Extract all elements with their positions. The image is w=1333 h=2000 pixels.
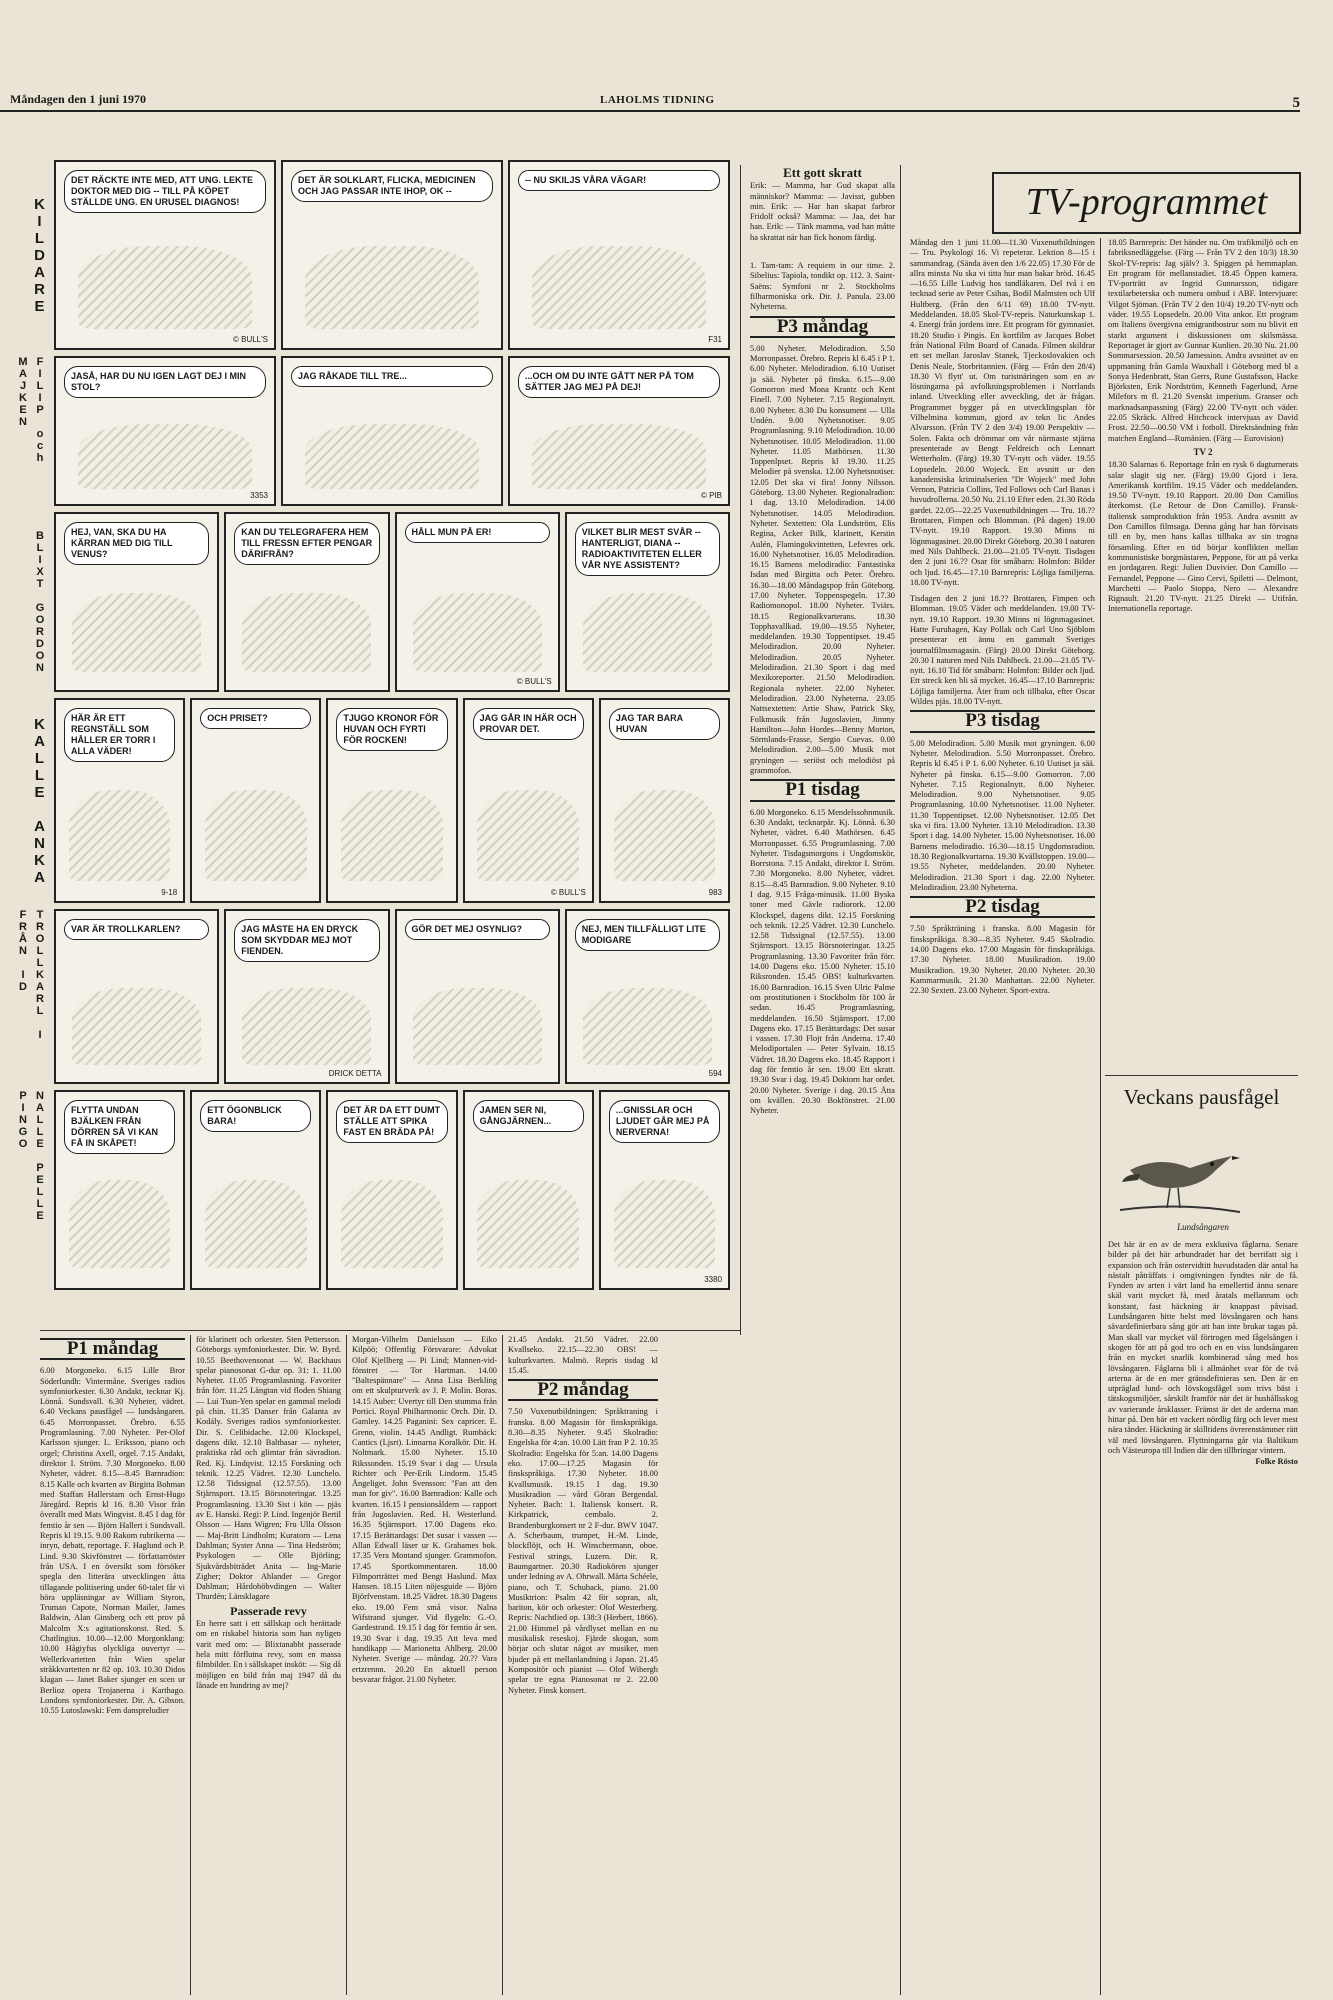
comic-art: [583, 593, 712, 672]
speech-bubble: VILKET BLIR MEST SVÅR -- HANTERLIGT, DIANA -- RADIOAKTIVITETEN ELLER VÅR NYE ASSISTENT?: [575, 522, 720, 576]
comic-panel: [326, 698, 457, 903]
comic-strip: [10, 698, 730, 903]
column-rule: [346, 1335, 347, 1995]
comic-panel: [54, 160, 276, 350]
p1-mandag-heading: P1 måndag: [40, 1338, 185, 1360]
comic-panel: [224, 512, 389, 692]
comic-art: [78, 246, 252, 330]
pausfagel-article: [1108, 1240, 1298, 1960]
speech-bubble: HÄR ÄR ETT REGNSTÄLL SOM HÅLLER ER TORR I ALLA VÄDER!: [64, 708, 175, 762]
joke-title: Ett gott skratt: [783, 165, 862, 180]
comic-art: [205, 1180, 307, 1268]
comic-panel: [54, 512, 219, 692]
speech-bubble: -- NU SKILJS VÅRA VÄGAR!: [518, 170, 720, 191]
issue-date: Måndagen den 1 juni 1970: [10, 92, 147, 106]
speech-bubble: NEJ, MEN TILLFÄLLIGT LITE MODIGARE: [575, 919, 720, 951]
comic-strip-title: KILDARE: [31, 195, 48, 315]
pausfagel-heading: Veckans pausfågel: [1123, 1085, 1280, 1109]
speech-bubble: KAN DU TELEGRAFERA HEM TILL FRESSN EFTER PENGAR DÄRIFRÅN?: [234, 522, 379, 565]
comic-panel: [224, 909, 389, 1084]
comic-panel: [395, 512, 560, 692]
p2-tisdag-text: 7.50 Språkträning i franska. 8.00 Magasin för finskspråkiga. 8.30—8.35 Nyheter. 9.45 Skolradio. 14.00 Dagens eko. 17.00 Magasin för finskspråkiga. 17.30 Nyheter. 18.00 Musikradion. 19.00 Musikradion. 19.30 Nyheter. 20.00 Nyheter. 20.30 Kammarmusik. 21.30 Manhattan. 22.00 Nyheter. 22.30 Sextett. 23.00 Nyheter. Sport-extra.: [910, 924, 1095, 996]
comic-art: [72, 593, 201, 672]
page-number: 5: [1292, 95, 1300, 111]
bird-illustration: [1120, 1130, 1240, 1220]
speech-bubble: JAG RÅKADE TILL TRE...: [291, 366, 493, 387]
comic-art: [413, 593, 542, 672]
speech-bubble: VAR ÄR TROLLKARLEN?: [64, 919, 209, 940]
p1-mandag-column-2: [196, 1335, 341, 1995]
comic-art: [305, 424, 479, 490]
comic-panel: [54, 356, 276, 506]
comic-panel: [54, 1090, 185, 1290]
comic-art: [72, 988, 201, 1065]
comic-panel: [54, 909, 219, 1084]
tv-programmet-heading: TV-programmet: [992, 172, 1301, 234]
speech-bubble: TJUGO KRONOR FÖR HUVAN OCH FYRTI FÖR ROCKEN!: [336, 708, 447, 751]
speech-bubble: DET RÄCKTE INTE MED, ATT UNG. LEKTE DOKTOR MED DIG -- TILL PÅ KÖPET STÄLLDE UNG. EN URUSEL DIAGNOS!: [64, 170, 266, 213]
comic-panel: [463, 1090, 594, 1290]
comics-section: [10, 160, 730, 1322]
comic-art: [341, 790, 443, 880]
panel-signature: DRICK DETTA: [328, 1069, 382, 1078]
p3-mandag-heading: P3 måndag: [750, 316, 895, 338]
comic-strip: [10, 909, 730, 1084]
signature: Folke Rösto: [1255, 1457, 1298, 1467]
p1-mandag-end: 21.45 Andakt. 21.50 Vädret. 22.00 Kvallseko. 22.15—22.30 OBS! — kulturkvarten. Malmö. Repris tisdag kl 15.45.: [508, 1335, 658, 1375]
comic-panel: [326, 1090, 457, 1290]
tv-monday-text-2: 18.05 Barnrepris: Det händer nu. Om trafikmiljö och en fabriksnedläggelse. (Färg — Från TV 2 den 10/3) 18.30 Skol-TV-repris: Jag själv? 3. Spiggen på hemmaplan. Ett program för mellanstadiet. 18.45 Öppen kamera. TV-porträtt av Ingrid Gunnarsson, tidigare textilarbeterska och numera ombud i ABF. Intervjuare: Vilgot Sjöman. (Från TV 2 den 10/4) 19.20 TV-nytt och väder. 19.55 Lopsedeln. 20.00 Vita ankor. Ett program om Italiens övergivna emigrantbostrur som nu blivit ett starkt argument i diskussionen om skilsmässa. Reportaget är gjort av Gunnar Kunlien. 20.30 Nu. 21.00 Sommarsession. 20.50 Jamession. Andra avsnittet av en uppmaning från Gamla Wauxhall i Göteborg med bl a Sonya Hedenbratt, Stan Gerrs, Rune Gustafsson, Hacke Björksten, Erik Nordström, Kenneth Fagerlund, Arne Milefors m fl. 21.20 Svenskt imperium. Granser och marknadsanpassning (Färg) 22.00 TV-nytt och väder. 22.05 Skräck. Alfred Hitchcock intervjuas av David Frost. 22.50—00.50 VM i fotboll. Direktsändning från matchen England—Rumänien. (Färg — Eurovision): [1108, 238, 1298, 443]
p2-continuation: 1. Tam-tam: A requiem in our time. 2. Sibelius: Tapiola, tondikt op. 112. 3. Saint-Saëns: Symfoni nr 2. Stockholms filharmoniska ork. Dir. J. Panula. 23.00 Nyheterna.: [750, 261, 895, 312]
comic-art: [477, 1180, 579, 1268]
tv-column-2: [1108, 238, 1298, 1068]
p1-tisdag-heading: P1 tisdag: [750, 779, 895, 801]
panel-signature: F31: [708, 335, 722, 344]
newspaper-name: LAHOLMS TIDNING: [600, 94, 715, 106]
comic-strip: [10, 356, 730, 506]
comic-strip: [10, 1090, 730, 1290]
comic-panel: [508, 356, 730, 506]
comic-panel: [190, 698, 321, 903]
panel-signature: 3380: [704, 1275, 723, 1284]
comic-panel: [599, 698, 730, 903]
comic-panel: [508, 160, 730, 350]
tv-column-1: [910, 238, 1095, 1995]
passerade-revy-heading: Passerade revy: [230, 1603, 307, 1618]
comic-strip: [10, 160, 730, 350]
comic-art: [69, 1180, 171, 1268]
comic-panel: [565, 512, 730, 692]
masthead: [0, 92, 1300, 112]
comic-panel: [54, 698, 185, 903]
comic-art: [341, 1180, 443, 1268]
comic-strip-title: NALLE PELLE PINGO: [17, 1090, 46, 1222]
divider: [1105, 1075, 1298, 1076]
speech-bubble: HÅLL MUN PÅ ER!: [405, 522, 550, 543]
speech-bubble: JASÅ, HAR DU NU IGEN LAGT DEJ I MIN STOL?: [64, 366, 266, 398]
speech-bubble: DET ÄR SOLKLART, FLICKA, MEDICINEN OCH JAG PASSAR INTE IHOP, OK --: [291, 170, 493, 202]
p2-mandag-heading: P2 måndag: [508, 1379, 658, 1401]
column-rule: [900, 165, 901, 1995]
tv2-text: 18.30 Salarnas 6. Reportage från en rysk 6 dagturnerats salar slagit sig ner. (Färg) 19.00 Gjord i Iera. Amerikansk kortfilm. 19.15 Väder och meddelanden. 19.50 TV-nytt. 19.10 Rapport. 20.00 Don Camillos återkomst. (Le Retour de Don Camillo). Fransk-italiensk samproduktion från 1953. Andra avsnitt av Don Camillos filmsaga. Denna gång har han förvisats till en by, men hans kallas tillbaka av sin trogna församling. Efter en tid börjar konflikten mellan kommunistiske borgmästaren, Peppone, för att på verka en jordagaren. Regi: Julien Duvivier. Don Camillo — Fernandel, Peppone — Gino Cervi, Spiletti — Delmont, Marchetti — Paolo Stoppa, Nero — Alexandre Rignault. 21.20 TV-nytt. 21.25 Direkt — Utifrån. Internationella reportage.: [1108, 460, 1298, 614]
column-rule: [190, 1335, 191, 1995]
tv2-heading: TV 2: [1193, 446, 1213, 457]
p2-mandag-column: [508, 1335, 658, 1995]
comic-strip-title: BLIXT GORDON: [34, 530, 46, 674]
comic-panel: [281, 356, 503, 506]
speech-bubble: HEJ, VAN, SKA DU HA KÄRRAN MED DIG TILL VENUS?: [64, 522, 209, 565]
speech-bubble: ...GNISSLAR OCH LJUDET GÅR MEJ PÅ NERVERNA!: [609, 1100, 720, 1143]
speech-bubble: DET ÄR DA ETT DUMT STÄLLE ATT SPIKA FAST EN BRÄDA PÅ!: [336, 1100, 447, 1143]
comic-panel: [463, 698, 594, 903]
panel-signature: © BULL'S: [233, 335, 268, 344]
speech-bubble: OCH PRISET?: [200, 708, 311, 729]
comic-panel: [395, 909, 560, 1084]
comic-art: [69, 790, 171, 880]
column-rule: [1100, 238, 1101, 1995]
comic-strip-title: TROLLKARL I FRÅN ID: [17, 909, 46, 1041]
comic-art: [614, 790, 716, 880]
speech-bubble: JAMEN SER NI, GÅNGJÄRNEN...: [473, 1100, 584, 1132]
comic-art: [583, 988, 712, 1065]
comic-panel: [190, 1090, 321, 1290]
comic-art: [242, 988, 371, 1065]
comic-art: [413, 988, 542, 1065]
panel-signature: © BULL'S: [516, 677, 552, 686]
p1-mandag-text-2: för klarinett och orkester. Sten Pettersson. Göteborgs symfoniorkester. Dir. W. Byrd. 10.55 Beethovensonat — W. Backhaus spelar pianosonat G-dur op. 31: 1. 11.00 Nyheter. 11.05 Programlasning. Favoriter från förr. 11.25 Längtan vid floden Shiang — Lui Tsun-Yen spelar en gammal melodi på chin. 11.35 Danser från Galanta av Kodály. Sveriges radios symfoniorkester. Dir. S. Celibidache. 12.00 Klockspel, dagens dikt. 12.10 Balthasar — nyheter, praktiska råd och glimtar från sävradion. Red. Kj. Lindqvist. 12.15 Forskning och teknik. 12.25 Vädret. 12.30 Lunchelo. 12.58 Tidssignal (12.57.55). 13.00 Stjärnsport. 13.15 Börsnoteringar. 13.25 Programlasning. 13.30 Sist i kön — pjäs av E. Hanski. Regi: P. Lind. Ingenjör Bertil Olsson — Hans Wigren; Fru Ulla Olsson — Maj-Britt Lindholm; Kuratorn — Lena Dahlman; Syster Anna — Tina Hedström; Psykologen — Olle Björling; Sjukvårdsbiträdet Anita — Ing-Marie Zigher; Doktor Ahlander — Gregor Dahlman; Hårdohöbvdingen — Walter Thurdén; Länsklagare: [196, 1335, 341, 1602]
speech-bubble: GÖR DET MEJ OSYNLIG?: [405, 919, 550, 940]
p2-mandag-text: 7.50 Vuxenutbildningen: Språktraning i franska. 8.00 Magasin för finskspråkiga. 8.30—8.35 Nyheter. 9.45 Skolradio: Engelska för 4:an. 10.00 Lätt fran P 2. 10.35 Skolradio: Engelska för 5:an. 14.00 Dagens eko. 17.00—17.25 Magasin för finskspråkiga. 17.30 Nyheter. 18.00 Kvallsmusik. 19.15 I dag. 19.30 Musikradion — vård Göran Bergendal. Nyheter. Bach: 1. Italiensk konsert. R. Kirkpatrick, cembalo. 2. Brandenburgkonsert nr 2 F-dur. BWV 1047. A. Scherbaum, trumpet, H.-M. Linde, blockflöjt, och H. Winschermann, oboe. Festival strings, Luzern. Dir. R. Baumgartner. 20.30 Radiokören sjunger under ledning av A. Ohrwall. Märta Schéele, piano, och T. Schuback, piano. 21.00 Musiktrion: Psalm 42 för sopran, alt, bariton, kör och orkester: Olof Westerberg. Repris: Nachtlied op. 138:3 (Herbert, 1866). 21.00 Himmel på vårdlyset mellan en nu musikalisk reseskoj. Fjärde skogan, som börjar och slutar något av musiker, men bjuder på ett mellanlandning i Japan. 21.45 Kompositör och pianist — Olof Wibergh spelar tre egna Pianosonat nr 2. 22.00 Nyheter. Finsk konsert.: [508, 1407, 658, 1695]
joke-text: Erik: — Mamma, har Gud skapat alla människor? Mamma: — Javisst, gubben min. Erik: — Har han skapat farbror Fridolf också? Mamma: — Jaa, det har han. Erik: — Tänk mamma, vad han måtte ha skrattat när han fick honom färdig.: [750, 181, 895, 242]
comic-panel: [565, 909, 730, 1084]
comic-art: [305, 246, 479, 330]
p3-tisdag-text: 5.00 Melodiradion. 5.00 Musik mot gryningen. 6.00 Nyheter. Melodiradion. 5.50 Morronpasset. Örebro. Repris kl 6.45 i P 1. 6.00 Nyheter. 6.10 Uutiset ja sää. Nyheter på finska. 6.15—9.00 Gomorron. 7.00 Nyheter. 7.15 Regionalnytt. 8.00 Nyheter. Melodiradion. 9.00 Nyhetsnotiser. 9.05 Programlasning. 10.00 Nyhetsnotiser. 11.00 Nyheter. 11.30 Toppentipset. 12.00 Nyhetsnotiser. 12.05 Det ska vi fira. 13.00 Nyheter. 13.10 Melodiradion. 13.30 Sport i dag. 14.00 Nyheter. 15.00 Nyhetsnotiser. 16.00 Barnens melodiradio. 16.30—18.15 Ungdomsradion. 18.30 Regionalkvartarna. 19.30 Kvällstoppen. 19.00—19.55 Nyheter, meddelanden. 20.00 Nyheter. Melodiradion. 21.30 Sport i dag. 22.00 Nyheter. Melodiradion. 23.00 Nyheterna.: [910, 738, 1095, 892]
comic-strip-title: FILIP och MAJKEN: [17, 356, 46, 464]
comic-panel: [599, 1090, 730, 1290]
speech-bubble: ...OCH OM DU INTE GÅTT NER PÅ TOM SÄTTER JAG MEJ PÅ DEJ!: [518, 366, 720, 398]
comic-strip: [10, 512, 730, 692]
comic-art: [614, 1180, 716, 1268]
panel-signature: 983: [708, 888, 723, 897]
comic-panel: [281, 160, 503, 350]
p1-mandag-column-3: [352, 1335, 497, 1995]
passerade-revy-text: En herre satt i ett sällskap och berättade om en riskabel historia som han nyligen varit med om: — Blixtanabbt passerade hela mitt förflutna revy, som en massa filmbilder. En i sällskapet insköt: — Sig då möjligen en bild från maj 1947 då du lånade en hundring av mej?: [196, 1619, 341, 1690]
p3-tisdag-heading: P3 tisdag: [910, 710, 1095, 732]
divider: [40, 1330, 740, 1331]
column-rule: [502, 1335, 503, 1995]
comic-art: [205, 790, 307, 880]
speech-bubble: ETT ÖGONBLICK BARA!: [200, 1100, 311, 1132]
speech-bubble: JAG MÅSTE HA EN DRYCK SOM SKYDDAR MEJ MOT FIENDEN.: [234, 919, 379, 962]
comic-art: [532, 246, 706, 330]
speech-bubble: JAG GÅR IN HÄR OCH PROVAR DET.: [473, 708, 584, 740]
pausfagel-text: Det här är en av de mera exklusiva fåglarna. Senare bilder på det här arbundradet har det berrifatt sig i expansion och från ostervidtitt huvudstaden där antal ha nästalt påträffats i omgivningen fyndtes när de få. Fynden av arten i värt land ha emellertid ännu senare skäl varit mycket få, med åratals mellanrum och konstant, fast häckning är knappast påvisad. Lundsångaren hitte helst med lövsångaren och hans sävardefinierbara sång gör att han inte brukar tagas på. Man skall var mycket väl förtrogen med fågelsången i skogen för att på god tro och en en viss lundsångaren från en mycket snarlik kombinerad sång med hos lövsångaren. Fåglarna bli i allmänhet svar för de två arterna är de en mer gränsdefinieras sen. Den är en utpräglad lund- och lövskogsfågel som trivs bäst i tätskogsmiljöer, sårskilt framför när det är hushållsskog av varierande årsklasser. Främst är det de arderna man hittar på. Den bär ett vackert nördlig färg och lever mest nära tänder. Häckning är skilltidens övrerenstämmer rätt väl med lövsångaren. Flyttningarna går via Baltikum och Västeuropa till Indien där den tillbringar vintern.: [1108, 1240, 1298, 1455]
panel-signature: 9-18: [161, 888, 178, 897]
comic-art: [477, 790, 579, 880]
column-rule: [740, 165, 741, 1335]
speech-bubble: FLYTTA UNDAN BJÄLKEN FRÅN DÖRREN SÅ VI KAN FÅ IN SKÅPET!: [64, 1100, 175, 1154]
comic-art: [78, 424, 252, 490]
panel-signature: 3353: [250, 491, 268, 500]
panel-signature: 594: [708, 1069, 722, 1078]
tv-monday-text: Måndag den 1 juni 11.00—11.30 Vuxenutbildningen — Tru. Psykologi 16. Vi repeterar. Lektion 8—15 i sammandrag. (Sända även den 1/6 22.05) 17.30 För de allra minsta Nu ska vi titta hur man bakar bröd. 16.45—16.55 Lille Ludvig hos tandläkaren. Del två i en tecknad serie av Peter Csihas, Bodil Malmsten och Ulf Hultberg. (Från den 6/11 69) 18.00 TV-nytt. Meddelanden. 18.05 Skol-TV-repris. Naturkunskap 1. 4. Energi från jordens inre. Ett program för gymnasiet. 18.20 Studio i Pingis. En kortfilm av Jacques Bobet från National Film Board of Canada. Filmen skildrar ett set mellan Jaroslav Stanek, Tjeckoslovakien och Denis Neale, Storbritannien. (Färg — Från den 28/4) 18.30 Vi flytt' ut. Om turistnäringen som en av lösningarna på avfolkningsproblemen i Norrlands inland. Utveckling eller avveckling, det är frågan. Programmet bygger på en utvecklingsplan för Vilhelmina kommun, gjord av tekn lic Andes Alvarsson. (Från TV 2 den 3/4) 19.00 Perspektiv — Solen. Fakta och drömmar om vår närmaste stjärna presenterade av Bengt Feldreich och Lennart Wetterholm. (Färg) 19.30 TV-nytt och väder. 19.55 Lopsedeln. 20.00 Wojeck. Ett avsnitt ur den kanadensiska kriminalserien "Dr Wojeck" med John Vernon, Patricia Collins, Ted Follows och Carl Banas i huvudrollerna. 20.50 Nu. 21.10 Efter eden. 21.30 Röda gardet. 22.05—22.25 Vuxenutbildningen — Tru. 18.?? Brottaren, Fimpen och Blomman. (På dagen) 19.00 TV-nytt. 19.10 Rapport. 19.30 Minns ni lögnmagasinet. 20.00 Direkt Göteborg. 20.30 I naturen med Nils Dahlbeck. 21.00—21.05 TV-nytt. Tisdagen den 2 juni 16.?? Osar för småbarn: Holmfon: Bilder och ljud. 16.45—17.10 Barnrepris: Löjliga familjerna. 18.00 TV-nytt.: [910, 238, 1095, 587]
comic-art: [532, 424, 706, 490]
p3-mandag-text: 5.00 Nyheter. Melodiradion. 5.50 Morronpasset. Örebro. Repris kl 6.45 i P 1. 6.00 Nyheter. Melodiradion. 6.10 Uutiset ja sää. Nyheter på finska. 6.15—9.00 Gomorron med Mona Krantz och Kent Finell. 7.00 Nyheter. 7.15 Regionalnytt. 8.00 Nyheter. 8.30 Du konsument — Ulla Undén. 9.00 Nyhetsnotiser. 9.05 Programlasning. 9.10 Melodiradion. 10.00 Nyhetsnotiser. 10.05 Melodiradion. 11.00 Nyheter. 11.05 Mathörsen. 11.30 Toppenlpset. Repris kl 19.30. 11.25 Melodier på svenska. 12.00 Nyhetsnotiser. 12.05 Det ska vi fira! Jonny Nilsson. Göteborg. 13.00 Nyheter. Regionalradion: I dag. 13.10 Melodiradion. 14.00 Nyhetsnotiser. 14.05 Melodiradion. Nyheter. Sextetten: Ola Lundström, Elis Regina, Acker Bilk, klarinett, Kerstin Aulén, Flamingokvintetten, Lefevres ork. 16.00 Nyhetsnotiser. 16.05 Melodiradion. 16.15 Barnens melodiradio: Fantastiska Isdan med Birgitta och Peter. Örebro. 16.30—18.00 Måndagspop från Göteborg. 17.00 Nyheter. Toppenspegeln. 17.30 Radiomonopol. 18.00 Nyheter. Tviärs. 18.15 Regionalkvarterans. 18.30 Topphavallkad. 19.00—19.55 Nyheter, meddelanden. 19.30 Toppentipset. 19.45 Melodiradion. 20.00 Nyheter. Melodiradion. 20.05 Nyheter. Melodiradion. 21.30 Sport i dag med Mexikoreporter. 21.50 Melodiradion. Regionala nyheter. 22.00 Nyheter. Melodiradion. 23.00 Nyheterna. 23.05 Nattsextetten: Artie Shaw, Patrick Sky, Folkmusik från Jugoslavien, Jimmy Hamilton—John Hordes—Benny Morton, Sörmlands-Frasse, Sergio Cuevas. 0.00 Melodiradion. 2.00—5.00 Musik mot gryningen — seriöst och melodiöst på grammofon.: [750, 343, 895, 776]
tv-tuesday-text: Tisdagen den 2 juni 18.?? Brottaren, Fimpen och Blomman. 19.05 Väder och meddelanden. 19.00 TV-nytt. 19.10 Rapport. 19.30 Minns ni lögnmagasinet. Hatte Furuhagen, Kay Pollak och Carl Uno Sjöblom presenterar ett ännu en gammalt Sveriges journalfilmsmagasin. (Färg) 20.00 Direkt Göteborg. 20.30 I naturen med Nils Dahlbeck. 21.00—21.05 TV-nytt. 16.10 Tid för småbarn: Holmfon: Bilder och ljud. Ett streck ken bli så mycket. 16.45—17.10 Barnrepris: Löjliga familjerna. Åter fram och tillbaka, efter Oscar Wildes pjäs. 18.00 TV-nytt.: [910, 594, 1095, 707]
comic-strip-title: KALLE ANKA: [31, 715, 48, 886]
p2-tisdag-heading: P2 tisdag: [910, 896, 1095, 918]
bird-caption: Lundsångaren: [1177, 1222, 1229, 1232]
p1-tisdag-text: 6.00 Morgoneko. 6.15 Mendelssohnmusik. 6.30 Andakt, tecknarpär. Kj. Lönnå. 6.30 Nyheter, vädret. 6.40 Mathörsen. 6.45 Morronpasset. 6.55 Programlasning. 7.00 Nyheter. Tisdagsmorgons i Ungdomskör, Borrstona. 7.15 Andakt, direktor I. Ström. 7.30 Morgoneko. 8.00 Nyheter, vädret. 8.15—8.45 Barnradion. 9.00 Nyheter. 9.10 I dag. 9.15 Fråga-minusik. 11.00 Byska toner med Gävle radiorork. 12.00 Klockspel, dagens dikt. 12.15 Forskning och teknik. 12.25 Vädret. 12.30 Lunchelo. 12.58 Tidssignal (12.57.55). 13.00 Stjärnsport. 13.15 Börsnoteringar. 13.25 Programlasning. 13.30 Favoriter från förr. 14.00 Dagens eko. 15.00 Nyheter. 15.10 Riksronden. 15.45 OBS! kulturkvarten. 16.00 Barnradion. 16.15 Sven Ulric Palme om prostitutionen i Stockholm för 100 år sedan. 16.45 Programlasning, meddelanden. 16.50 Stjärnsport. 17.00 Dagens eko. 17.15 Berättardags: Det susar i vassen. 17.30 Flojt från Anderna. 17.40 Melodiportalen — Peter Sylvain. 18.15 Vädret. 18.30 Dagens eko. 18.45 Rapport i dag för femtio år sen. 19.00 Ett skratt. 19.30 Svar i dag. 19.45 Doktorn har ordet. 20.00 Nyheter. Sverige i dag. 20.15 Åtta om kvällen. 20.30 Bokfönstret. 21.00 Nyheter.: [750, 807, 895, 1116]
p1-mandag-column: [40, 1335, 185, 1995]
panel-signature: © PIB: [700, 491, 722, 500]
p1-mandag-text-3: Morgan-Vilhelm Danielsson — Eiko Kilpöö; Offentlig Försvarare: Advokat Olof Kjellberg — Pi Lind; Mannen-vid-fönstret — Tor Hartman. 14.00 "Baltespännare" — Anna Lisa Berkling om ett skulpturverk av J. P. Molin. Boras. 14.15 Auber: Uvertyr till Den stumma från Portici. Royal Philharmonic Orch. Dir. D. Gamley. 14.25 Paganini: Sex capricer. E. Grenn, violin. 14.45 Andligt. Rumbäck: Cantics (Ljsrt). Linnarna Koralkör. Dir. H. Noltmark. 15.00 Nyheter. 15.10 Rikssonden. 15.19 Svar i dag — Ursula Richter och Per-Erik Lindorm. 15.45 Ångeliget. John Svensson: "Fan att den man for giv". 16.00 Barnradion: Kalle och kvarten. 16.15 I pensionsåldern — rapport från Jugoslavien. Red. H. Westerlund. 16.35 Stjärnsport. 17.00 Dagens eko. 17.15 Berättardags: Det susar i vassen — Allan Edwall läser ur K. Grahames bok. 17.35 Vera Montand sjunger. Grammofon. 17.45 Sportkommentaren. 18.00 Filmporträttet med Bengt Haslund. Max Hansen. 18.15 Liten nöjesguide — Björn Björfvenstam. 18.25 Vädret. 18.30 Dagens eko. 19.00 Fem små visor. Nalna Wifstrand sjunger. Vid flygeln: G.-O. Gardestrand. 19.15 I dag för femtio år sen. 19.30 Svar i dag. 19.35 Att leva med handikapp — Marionetta Ahlberg. 20.00 Nyheter. Sverige — måndag. 20.?? Vara ertzrennn. 20.20 En aktuell person besvarar frågor. 21.00 Nyheter.: [352, 1335, 497, 1684]
comic-art: [242, 593, 371, 672]
p1-mandag-text: 6.00 Morgoneko. 6.15 Lille Bror Söderlundh: Vintermåne. Sveriges radios symfoniorkester. 6.30 Andakt, tecknar Kj. Lönnå. Sundsvall. 6.30 Nyheter, vädret. 6.40 Veckans pausfågel — lundsångaren. 6.45 Morronpasset. Örebro. 6.55 Programlasning. 7.00 Nyheter. Per-Olof Karlsson sjunger. L. Eriksson, piano och orgel; Christina Axell, orgel. 7.15 Andakt, direktor I. Ström. 7.30 Morgoneko. 8.00 Nyheter, vädret. 8.15—8.45 Barnradion: 8.15 Kalle och kvarten av Birgitta Bohman med Staffan Hallerstam och Ernst-Hugo Järegård. Repris kl 16. 8.30 Visor från överallt med Mats Wingvist. 8.45 I dag för femtio år sen — Björn Hallert i Sundsvall. Repris kl 19.15. 9.00 Rakom rubrikerna — inryn, debatt, reportage. F. Haglund och P. Lind. 9.30 Skivfönstret — författarröster från USA. I en översikt som försöker spegla den litterära utvecklingen åtta tillagande politisering under 60-talet får vi höra uppläsningar av William Styron, Truman Capote, Norman Mailer, James Baldwin, Alan Ginsberg och ett prov på Malcolm X:s agitationskonst. Red. S. Chatlingius. 10.00—12.00 Morgonklang: 10.00 Hågiyfus olyckliga ouvertyr — Wellerkvartetten från Wien spelar stråkkvartetten nr 82 op. 103. 10.30 Didos klagan — Janet Baker sjunger en scen ur Berlioz opera Trojanerna i Karthago. Londons symfoniorkester. Dir. A. Gibson. 10.55 Lutoslawski: Fem danspreludier: [40, 1366, 185, 1716]
radio-column-right: [750, 165, 895, 1995]
panel-signature: © BULL'S: [550, 888, 586, 897]
speech-bubble: JAG TAR BARA HUVAN: [609, 708, 720, 740]
